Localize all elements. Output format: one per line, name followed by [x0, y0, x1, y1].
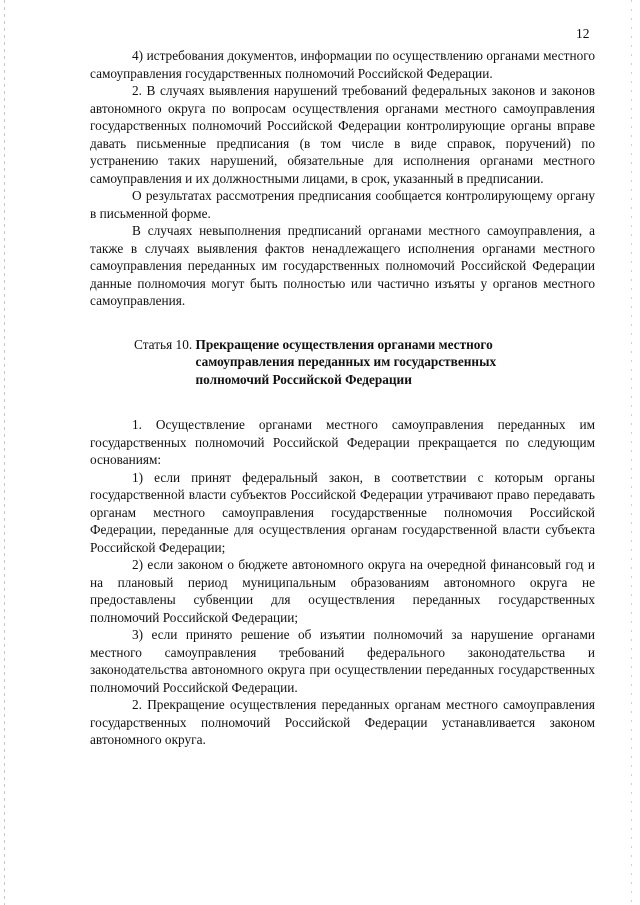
paragraph-termination-grounds: 1. Осуществление органами местного самоуправления переданных им государственных полномочий Российской Федерации прекращается по следующим основаниям: — [90, 417, 595, 467]
page-number: 12 — [576, 26, 590, 41]
paragraph-result-notice: О результатах рассмотрения предписания сообщается контролирующему органу в письменной форме. — [90, 188, 595, 221]
article-title-line-2: самоуправления переданных им государственных — [195, 354, 497, 369]
paragraph-violations: 2. В случаях выявления нарушений требований федеральных законов и законов автономного округа по вопросам осуществления органами местного самоуправления государственных полномочий Российской Федерации контролирующие органы вправе давать письменные предписания (в том числе в виде справок, поручений) по устранению таких нарушений, обязательные для исполнения органами местного самоуправления и их должностными лицами, в срок, указанный в предписании. — [90, 83, 595, 186]
paragraph-item-4: 4) истребования документов, информации по осуществлению органами местного самоуправления государственных полномочий Российской Федерации. — [90, 48, 595, 81]
article-title — [196, 336, 497, 389]
document-body — [90, 47, 595, 749]
article-title-line-3: полномочий Российской Федерации — [195, 371, 412, 387]
scan-edge-right — [631, 0, 632, 905]
list-item-1: 1) если принят федеральный закон, в соответствии с которым органы государственной власти субъектов Российской Федерации утрачивают право передавать органам местного самоуправления государственные полномочия Российской Федерации, переданные для осуществления органам государственной власти субъекта Российской Федерации; — [90, 469, 595, 555]
article-heading — [90, 336, 595, 389]
list-item-3: 3) если принято решение об изъятии полномочий за нарушение органами местного самоуправления требований федерального законодательства и законодательства автономного округа при осуществлении переданных государственных полномочий Российской Федерации. — [90, 627, 595, 695]
list-item-2: 2) если законом о бюджете автономного округа на очередной финансовый год и на плановый период муниципальным образованиям автономного округа не предоставлены субвенции для осуществления переданных государственных полномочий Российской Федерации; — [90, 557, 595, 625]
paragraph-termination-law: 2. Прекращение осуществления переданных органам местного самоуправления государственных полномочий Российской Федерации устанавливается законом автономного округа. — [90, 697, 595, 747]
article-label: Статья 10. — [134, 336, 196, 352]
scan-edge-left — [4, 0, 5, 905]
paragraph-withdrawal: В случаях невыполнения предписаний органами местного самоуправления, а также в случаях выявления фактов ненадлежащего исполнения органами местного самоуправления переданных им государственных полномочий Российской Федерации данные полномочия могут быть полностью или частично изъяты у органов местного самоуправления. — [90, 223, 595, 308]
article-title-line-1: Прекращение осуществления органами местного — [195, 336, 493, 352]
